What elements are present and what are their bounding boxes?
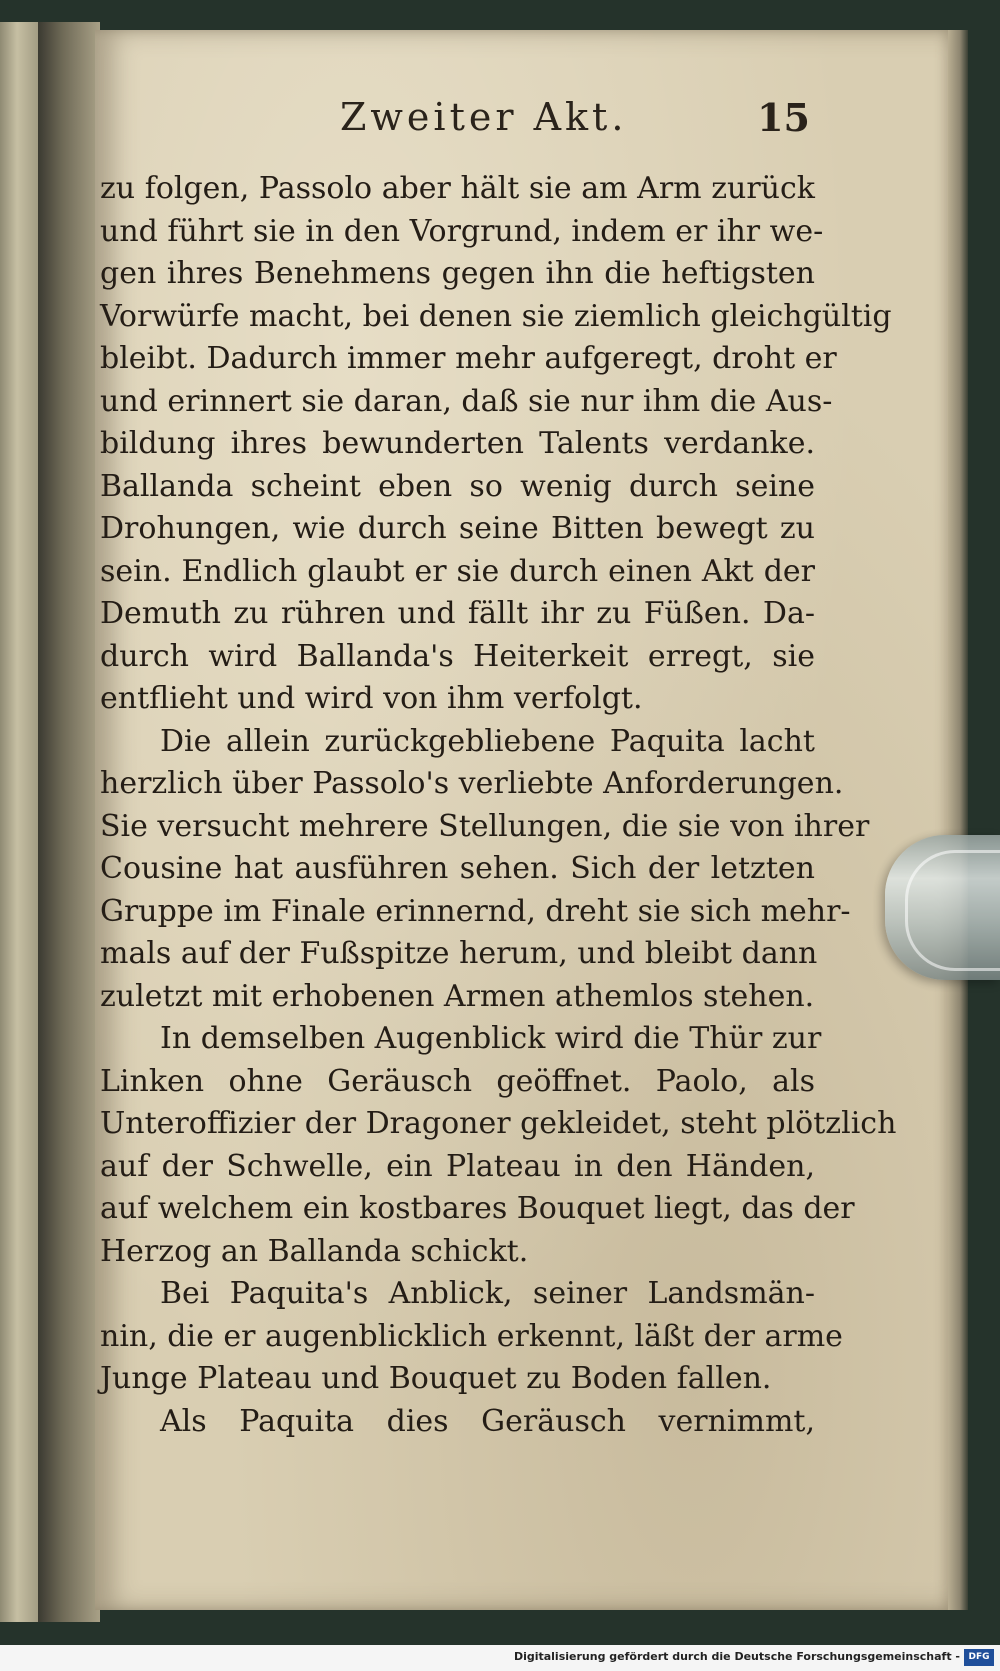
running-head: Zweiter Akt. (340, 95, 628, 139)
text-line: Bei Paquita's Anblick, seiner Landsmän- (160, 1276, 815, 1311)
text-line: entflieht und wird von ihm verfolgt. (100, 681, 643, 716)
text-line: herzlich über Passolo's verliebte Anforderungen. (100, 766, 844, 801)
text-line: Herzog an Ballanda schickt. (100, 1233, 529, 1269)
text-line: zuletzt mit erhobenen Armen athemlos stehen. (100, 978, 815, 1014)
page-edge (948, 30, 968, 1610)
text-line: bildung ihres bewunderten Talents verdanke. (100, 426, 815, 461)
text-line: bleibt. Dadurch immer mehr aufgeregt, droht er (100, 341, 837, 376)
text-line: gen ihres Benehmens gegen ihn die heftigsten (100, 256, 815, 291)
text-line: auf der Schwelle, ein Plateau in den Händen, (100, 1148, 815, 1184)
book-cover-edge (0, 22, 38, 1622)
text-line: Junge Plateau und Bouquet zu Boden fallen. (100, 1361, 772, 1396)
body-text (100, 168, 897, 1443)
text-line: und erinnert sie daran, daß sie nur ihm die Aus- (100, 383, 833, 419)
text-line: zu folgen, Passolo aber hält sie am Arm zurück (100, 171, 815, 206)
text-line: Die allein zurückgebliebene Paquita lacht (160, 723, 815, 759)
text-line: und führt sie in den Vorgrund, indem er ihr we- (100, 213, 824, 249)
text-line: Demuth zu rühren und fällt ihr zu Füßen. Da- (100, 596, 815, 631)
text-line: Drohungen, wie durch seine Bitten bewegt zu (100, 511, 815, 546)
text-line: mals auf der Fußspitze herum, und bleibt dann (100, 936, 818, 971)
text-line: Als Paquita dies Geräusch vernimmt, (160, 1403, 815, 1439)
dfg-logo: DFG (964, 1649, 994, 1666)
book-gutter (38, 22, 100, 1622)
page-clip-highlight (905, 850, 1000, 971)
text-line: durch wird Ballanda's Heiterkeit erregt, sie (100, 638, 815, 674)
footer-credit: Digitalisierung gefördert durch die Deutsche Forschungsgemeinschaft - (513, 1650, 960, 1663)
text-line: auf welchem ein kostbares Bouquet liegt, das der (100, 1191, 855, 1226)
text-line: Unteroffizier der Dragoner gekleidet, steht plötzlich (100, 1106, 897, 1141)
text-line: Cousine hat ausführen sehen. Sich der letzten (100, 851, 815, 886)
text-line: In demselben Augenblick wird die Thür zur (160, 1021, 822, 1056)
text-line: Linken ohne Geräusch geöffnet. Paolo, als (100, 1063, 815, 1099)
page-number: 15 (757, 95, 810, 140)
text-line: Gruppe im Finale erinnernd, dreht sie sich mehr- (100, 893, 851, 929)
text-line: sein. Endlich glaubt er sie durch einen Akt der (100, 553, 815, 589)
text-line: nin, die er augenblicklich erkennt, läßt der arme (100, 1318, 843, 1354)
text-line: Sie versucht mehrere Stellungen, die sie von ihrer (100, 808, 870, 844)
text-line: Ballanda scheint eben so wenig durch seine (100, 468, 815, 504)
digitization-footer (0, 1645, 1000, 1671)
text-line: Vorwürfe macht, bei denen sie ziemlich gleichgültig (100, 298, 892, 334)
page-header (340, 95, 810, 145)
